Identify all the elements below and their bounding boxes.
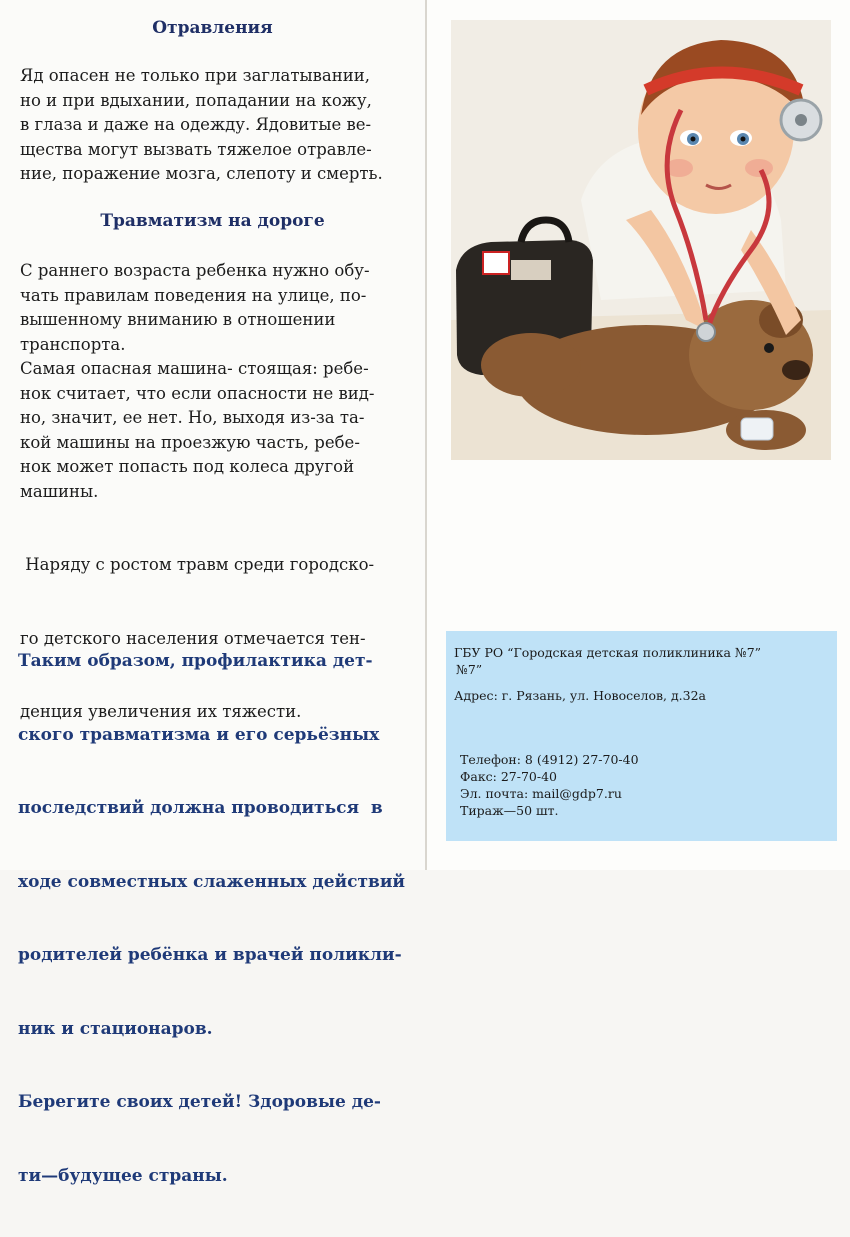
conclusion-paragraph	[18, 600, 406, 1237]
clinic-info-box	[446, 631, 837, 841]
text-line: ходе совместных слаженных действий	[18, 871, 406, 892]
text-line: но и при вдыхании, попадании на кожу,	[20, 90, 372, 110]
text-line: кой машины на проезжую часть, ребе-	[20, 432, 360, 452]
text-line: транспорта.	[20, 334, 126, 354]
text-line: чать правилам поведения на улице, по-	[20, 285, 367, 305]
text-line: ти—будущее страны.	[18, 1165, 228, 1186]
text-line: Яд опасен не только при заглатывании,	[20, 66, 370, 85]
org-name-continued: №7”	[456, 662, 483, 677]
text-line: родителей ребёнка и врачей поликли-	[18, 945, 402, 965]
right-page	[427, 0, 850, 870]
illustration-icon	[451, 20, 831, 460]
text-line: щества могут вызвать тяжелое отравле-	[20, 139, 372, 159]
text-line: Берегите своих детей! Здоровые де-	[18, 1092, 381, 1112]
child-doctor-illustration	[451, 20, 831, 460]
road-heading: Травматизм на дороге	[100, 211, 325, 231]
left-page	[0, 0, 425, 1186]
text-line: но, значит, ее нет. Но, выходя из-за та-	[20, 408, 365, 427]
text-line: нок может попасть под колеса другой	[20, 457, 355, 476]
road-paragraph-2	[20, 357, 395, 504]
text-line: го детского населения отмечается тен-	[20, 628, 366, 648]
road-paragraph-1	[20, 259, 395, 357]
phone: Телефон: 8 (4912) 27-70-40	[460, 752, 639, 767]
poison-paragraph	[20, 64, 395, 187]
text-line: последствий должна проводиться в	[18, 798, 383, 818]
text-line: С раннего возраста ребенка нужно обу-	[20, 261, 370, 280]
poison-heading: Отравления	[152, 18, 273, 38]
email: Эл. почта: mail@gdp7.ru	[460, 786, 622, 801]
text-line: Наряду с ростом травм среди городско-	[20, 555, 375, 574]
org-name: ГБУ РО “Городская детская поликлиника №7”	[454, 645, 762, 660]
text-line: в глаза и даже на одежду. Ядовитые ве-	[20, 115, 372, 134]
text-line: вышенному вниманию в отношении	[20, 310, 336, 329]
text-line: ние, поражение мозга, слепоту и смерть.	[20, 164, 383, 183]
text-line: ского травматизма и его серьёзных	[18, 724, 380, 745]
fax: Факс: 27-70-40	[460, 769, 557, 784]
text-line: Таким образом, профилактика дет-	[18, 651, 373, 671]
text-line: денция увеличения их тяжести.	[20, 702, 302, 721]
text-line: Самая опасная машина- стоящая: ребе-	[20, 359, 369, 378]
address: Адрес: г. Рязань, ул. Новоселов, д.32а	[454, 688, 707, 703]
text-line: нок считает, что если опасности не вид-	[20, 383, 375, 403]
text-line: ник и стационаров.	[18, 1018, 213, 1039]
print-run: Тираж—50 шт.	[460, 803, 559, 818]
text-line: машины.	[20, 481, 99, 501]
